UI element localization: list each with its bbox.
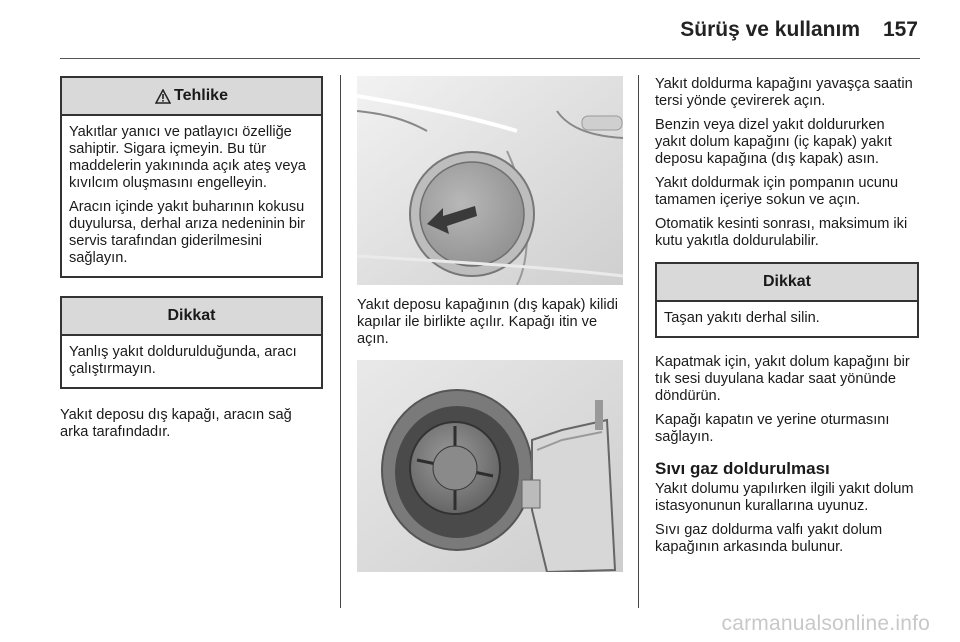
danger-box-header: [62, 78, 321, 116]
body-paragraph: Yakıt deposu dış kapağı, aracın sağ arka tarafındadır.: [60, 407, 292, 440]
caution-box-header: [657, 264, 917, 302]
danger-box-title: Tehlike: [174, 87, 228, 104]
danger-paragraph: Aracın içinde yakıt buharının kokusu duyulursa, derhal arıza nedeninin bir servis tarafından giderilmesini sağlayın.: [69, 199, 306, 266]
caution-box-body: [62, 336, 321, 387]
danger-box: [60, 76, 323, 278]
caution-paragraph: Taşan yakıtı derhal silin.: [664, 310, 820, 326]
body-paragraph: Sıvı gaz doldurma valfı yakıt dolum kapağının arkasında bulunur.: [655, 522, 883, 555]
fuel-flap-closed-illustration: [357, 76, 623, 285]
watermark: carmanualsonline.info: [721, 612, 930, 635]
caution-box-title: Dikkat: [762, 273, 812, 290]
body-paragraph: Yakıt deposu kapağının (dış kapak) kilidi kapılar ile birlikte açılır. Kapağı itin ve açın.: [357, 297, 618, 347]
danger-box-body: [62, 116, 321, 276]
column-divider-right: [638, 75, 639, 608]
column-divider-left: [340, 75, 341, 608]
caution-paragraph: Yanlış yakıt doldurulduğunda, aracı çalıştırmayın.: [69, 344, 297, 377]
body-paragraph: Kapağı kapatın ve yerine oturmasını sağlayın.: [655, 412, 890, 445]
body-paragraph: Yakıt doldurma kapağını yavaşça saatin tersi yönde çevirerek açın.: [655, 76, 913, 109]
body-paragraph: Otomatik kesinti sonrası, maksimum iki kutu yakıtla doldurulabilir.: [655, 216, 908, 249]
page-header-title: Sürüş ve kullanım: [680, 18, 860, 41]
danger-paragraph: Yakıtlar yanıcı ve patlayıcı özelliğe sahiptir. Sigara içmeyin. Bu tür maddelerin yakınında açık ateş veya kıvılcım oluşmasını engelleyin.: [69, 124, 306, 191]
page-number: 157: [882, 18, 918, 41]
caution-box-body: [657, 302, 917, 336]
column-3: [655, 76, 919, 563]
caution-box: [60, 296, 323, 389]
caution-box: [655, 262, 919, 338]
column-1: [60, 76, 323, 448]
caution-box-title: Dikkat: [167, 307, 216, 324]
warning-triangle-icon: [155, 89, 171, 104]
section-heading: Sıvı gaz doldurulması: [655, 459, 830, 478]
fuel-cap-open-illustration: [357, 360, 623, 572]
body-paragraph: Yakıt doldurmak için pompanın ucunu tamamen içeriye sokun ve açın.: [655, 175, 899, 208]
body-paragraph: Kapatmak için, yakıt dolum kapağını bir tık sesi duyulana kadar saat yönünde döndürün.: [655, 354, 910, 404]
body-paragraph: Yakıt dolumu yapılırken ilgili yakıt dolum istasyonunun kurallarına uyunuz.: [655, 481, 914, 514]
caution-box-header: [62, 298, 321, 336]
column-2: [357, 76, 623, 572]
header-rule: [60, 58, 920, 59]
body-paragraph: Benzin veya dizel yakıt doldururken yakıt dolum kapağını (iç kapak) yakıt deposu kapağına (dış kapak) asın.: [655, 117, 892, 167]
